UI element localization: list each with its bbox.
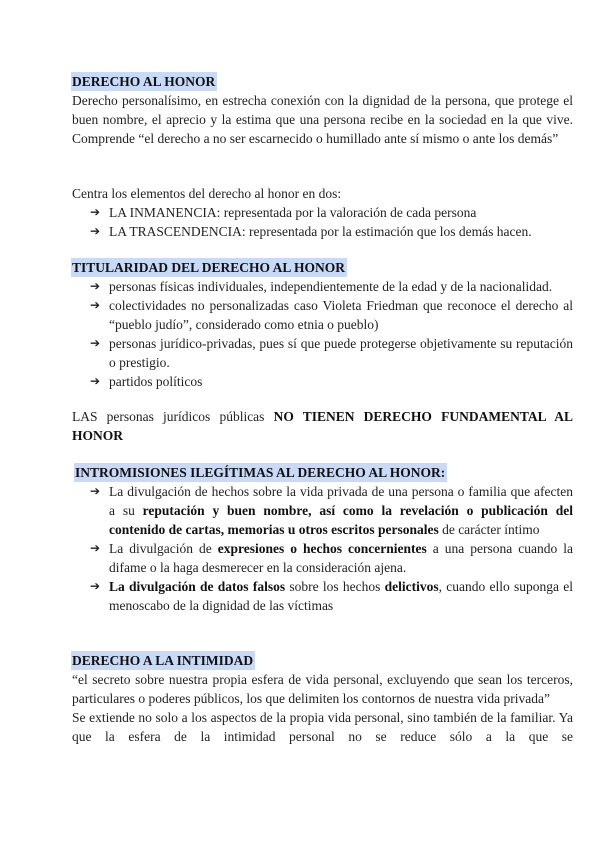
list-item: ➔ personas jurídico-privadas, pues sí que puede protegerse objetivamente su reputación o prestigio. [90,336,573,370]
arrow-icon: ➔ [90,374,101,388]
arrow-icon: ➔ [90,224,101,238]
list-item: ➔ La divulgación de hechos sobre la vida privada de una persona o familia que afecten a su reputación y buen nombre, así como la revelación o publicación del contenido de cartas, memorias u otros escritos personales de carácter íntimo [90,484,573,537]
heading-titularidad: TITULARIDAD DEL DERECHO AL HONOR [72,260,346,275]
honor-definition: Derecho personalísimo, en estrecha conexión con la dignidad de la persona, que protege el buen nombre, el aprecio y la estima que una persona recibe en la sociedad en la que vive. Comprende “el derecho a no ser escarnecido o humillado ante sí mismo o ante los demás” [72,93,573,146]
list-item: ➔ personas físicas individuales, independientemente de la edad y de la nacionalidad. [90,279,553,294]
section-titularidad [72,258,573,391]
list-item: ➔ LA INMANENCIA: representada por la valoración de cada persona [90,205,477,220]
titularidad-list [72,277,573,391]
no-derecho-emphasis: NO TIENEN DERECHO FUNDAMENTAL AL HONOR [72,409,573,443]
arrow-icon: ➔ [90,205,101,219]
list-item: ➔ La divulgación de expresiones o hechos concernientes a una persona cuando la difame o la haga desmerecer en la consideración ajena. [90,541,574,575]
heading-derecho-intimidad: DERECHO A LA INTIMIDAD [72,653,254,668]
personas-juridicas-publicas-note: LAS personas jurídicos públicas NO TIENEN DERECHO FUNDAMENTAL AL HONOR [72,409,573,443]
list-item: ➔ partidos políticos [90,374,203,389]
section-intromisiones [72,463,573,615]
arrow-icon: ➔ [90,484,101,498]
arrow-icon: ➔ [90,298,101,312]
list-item: ➔ LA TRASCENDENCIA: representada por la estimación que los demás hacen. [90,224,532,239]
arrow-icon: ➔ [90,279,101,293]
section-derecho-intimidad [72,651,573,746]
intimidad-quote: “el secreto sobre nuestra propia esfera de vida personal, excluyendo que sean los terceros, particulares o poderes públicos, los que delimiten los contornos de nuestra vida privada” [72,672,573,706]
arrow-icon: ➔ [90,541,101,555]
section-elementos-honor [72,184,573,241]
heading-derecho-al-honor: DERECHO AL HONOR [72,74,216,89]
heading-intromisiones: INTROMISIONES ILEGÍTIMAS AL DERECHO AL HONOR: [75,465,446,480]
intimidad-body: Se extiende no solo a los aspectos de la propia vida personal, sino también de la familiar. Ya que la esfera de la intimidad personal no se reduce sólo a la que se [72,710,573,744]
section-derecho-al-honor [72,72,573,148]
elements-intro: Centra los elementos del derecho al honor en dos: [72,186,342,201]
intromisiones-list [72,482,573,615]
list-item: ➔ colectividades no personalizadas caso Violeta Friedman que reconoce el derecho al “pueblo judío”, considerado como etnia o pueblo) [90,298,573,332]
arrow-icon: ➔ [90,336,101,350]
arrow-icon: ➔ [90,579,101,593]
elements-list [72,203,573,241]
list-item: ➔ La divulgación de datos falsos sobre los hechos delictivos, cuando ello suponga el menoscabo de la dignidad de las víctimas [90,579,573,613]
